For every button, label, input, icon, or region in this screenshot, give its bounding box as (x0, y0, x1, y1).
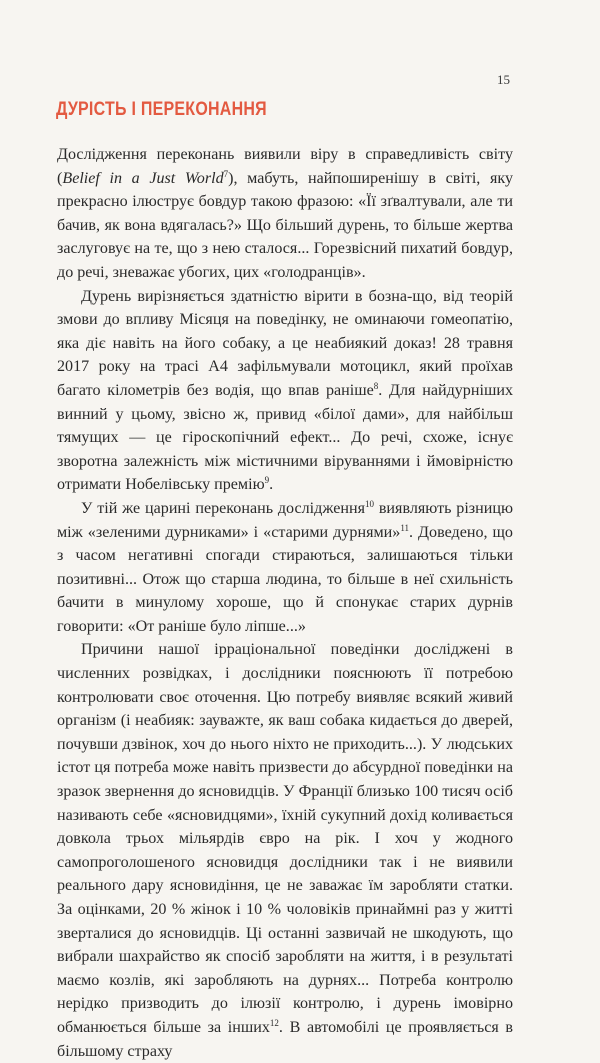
text-run: Дурень вирізняється здатністю вірити в бозна-що, від теорій змови до впливу Місяця на поведінку, не оминаючи гомеопатію, яка діє навіть на його собаку, а це неабиякий доказ! 28 травня 2017 року на трасі A4 зафільмували мотоцикл, який проїхав багато кілометрів без водія, що впав раніше (57, 287, 513, 399)
paragraph (57, 638, 513, 1063)
paragraph (57, 497, 513, 639)
text-run: Причини нашої ірраціональної поведінки досліджені в численних розвідках, і дослідники пояснюють її потребою контролювати своє оточення. Цю потребу виявляє всякий живий організм (і неабияк: зауважте, як ваш собака кидається до дверей, почувши дзвінок, хоч до нього ніхто не приходить...). У людських істот ця потреба може навіть призвести до абсурдної поведінки на зразок звернення до ясновидців. У Франції близько 100 тисяч осіб називають себе «ясновидцями», їхній сукупний дохід коливається довкола трьох мільярдів євро на рік. І хоч у жодного самопроголошеного ясновидця дослідники так і не виявили реального дару ясновидіння, це не заважає їм заробляти статки. За оцінками, 20 % жінок і 10 % чоловіків принаймні раз у житті зверталися до ясновидців. Ці останні зазвичай не шкодують, що вибрали шахрайство як спосіб заробляти на життя, і в результаті маємо козлів, які заробляють на дурнях... Потреба контролю нерідко призводить до ілюзії контролю, і дурень імовірно обманюється більше за інших (57, 641, 513, 1036)
footnote-ref: 11 (400, 522, 409, 533)
italic-term: Belief in a Just World (62, 169, 224, 187)
page-number: 15 (497, 72, 510, 87)
text-run: Дослідження переконань виявили віру в справедливість світу ( (57, 146, 513, 187)
text-run: . Доведено, що з часом негативні спогади стираються, залишаються тільки позитивні... Отож що старша людина, то більше в неї схильність бачити в минулому хороше, що й спонукає старих дурнів говорити: «От раніше було ліпше...» (57, 523, 513, 635)
text-run: ), мабуть, найпоширенішу в світі, яку прекрасно ілюструє бовдур такою фразою: «Її зґвалтували, але ти бачив, як вона вдягалась?» Що більший дурень, то більше жертва заслуговує на те, що з нею сталося... Горезвісний пихатий бовдур, до речі, зневажає убогих, цих «голодранців». (57, 169, 513, 281)
text-run: . Для найдурніших винний у цьому, звісно ж, привид «білої дами», для найбільш тямущих — це гіроскопічний ефект... До речі, схоже, існує зворотна залежність між містичними віруваннями і ймовірністю отримати Нобелівську премію (57, 381, 513, 494)
footnote-ref: 10 (365, 498, 375, 509)
footnote-ref: 8 (373, 380, 379, 391)
text-run: . (269, 476, 274, 494)
paragraph (57, 285, 513, 497)
text-run: У тій же царині переконань дослідження (81, 499, 366, 517)
footnote-ref: 7 (223, 168, 229, 179)
section-heading: ДУРІСТЬ І ПЕРЕКОНАННЯ (56, 98, 267, 120)
text-run: виявляють різницю між «зеленими дурниками» і «старими дурнями» (57, 499, 514, 541)
footnote-ref: 12 (269, 1017, 279, 1028)
text-run: . В автомобілі це проявляється в більшому страху (57, 1018, 513, 1060)
paragraph (57, 143, 513, 285)
footnote-ref: 9 (264, 475, 270, 486)
body-text (57, 143, 513, 1063)
